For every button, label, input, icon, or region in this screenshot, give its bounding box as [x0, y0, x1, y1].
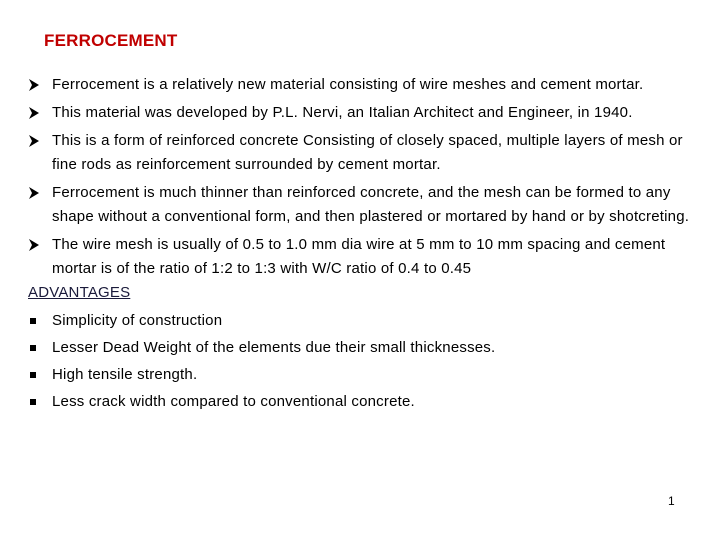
- bullet-item: [28, 233, 700, 281]
- advantage-item: [28, 336, 700, 360]
- square-bullet-icon: [30, 318, 36, 324]
- square-bullet-icon: [30, 345, 36, 351]
- arrowhead-bullet-icon: [28, 233, 48, 251]
- square-bullet-icon: [30, 372, 36, 378]
- advantage-item: [28, 309, 700, 333]
- bullet-text: Ferrocement is much thinner than reinforced concrete, and the mesh can be formed to any shape without a conventional form, and then plastered or mortared by hand or by shotcreting.: [52, 184, 690, 225]
- advantage-text: Simplicity of construction: [52, 312, 223, 329]
- arrowhead-bullet-icon: [28, 73, 48, 91]
- advantage-text: Lesser Dead Weight of the elements due their small thicknesses.: [52, 339, 496, 356]
- advantage-item: [28, 363, 700, 387]
- arrowhead-bullet-icon: [28, 101, 48, 119]
- bullet-text: Ferrocement is a relatively new material consisting of wire meshes and cement mortar.: [52, 76, 644, 93]
- slide-title: FERROCEMENT: [44, 31, 178, 50]
- arrowhead-bullet-icon: [28, 181, 48, 199]
- bullet-text: This material was developed by P.L. Nervi, an Italian Architect and Engineer, in 1940.: [52, 104, 633, 121]
- slide-body: [28, 73, 700, 417]
- bullet-text: This is a form of reinforced concrete Consisting of closely spaced, multiple layers of mesh or fine rods as reinforcement surrounded by cement mortar.: [52, 132, 683, 173]
- square-bullet-icon: [30, 399, 36, 405]
- bullet-item: [28, 129, 700, 177]
- bullet-item: [28, 101, 700, 125]
- bullet-text: The wire mesh is usually of 0.5 to 1.0 mm dia wire at 5 mm to 10 mm spacing and cement mortar is of the ratio of 1:2 to 1:3 with W/C ratio of 0.4 to 0.45: [52, 236, 666, 277]
- bullet-item: [28, 73, 700, 97]
- advantage-item: [28, 390, 700, 414]
- page-number: 1: [668, 494, 675, 508]
- arrowhead-bullet-icon: [28, 129, 48, 147]
- advantage-text: Less crack width compared to conventional concrete.: [52, 393, 415, 410]
- bullet-item: [28, 181, 700, 229]
- advantages-heading: ADVANTAGES: [28, 284, 131, 301]
- advantage-text: High tensile strength.: [52, 366, 198, 383]
